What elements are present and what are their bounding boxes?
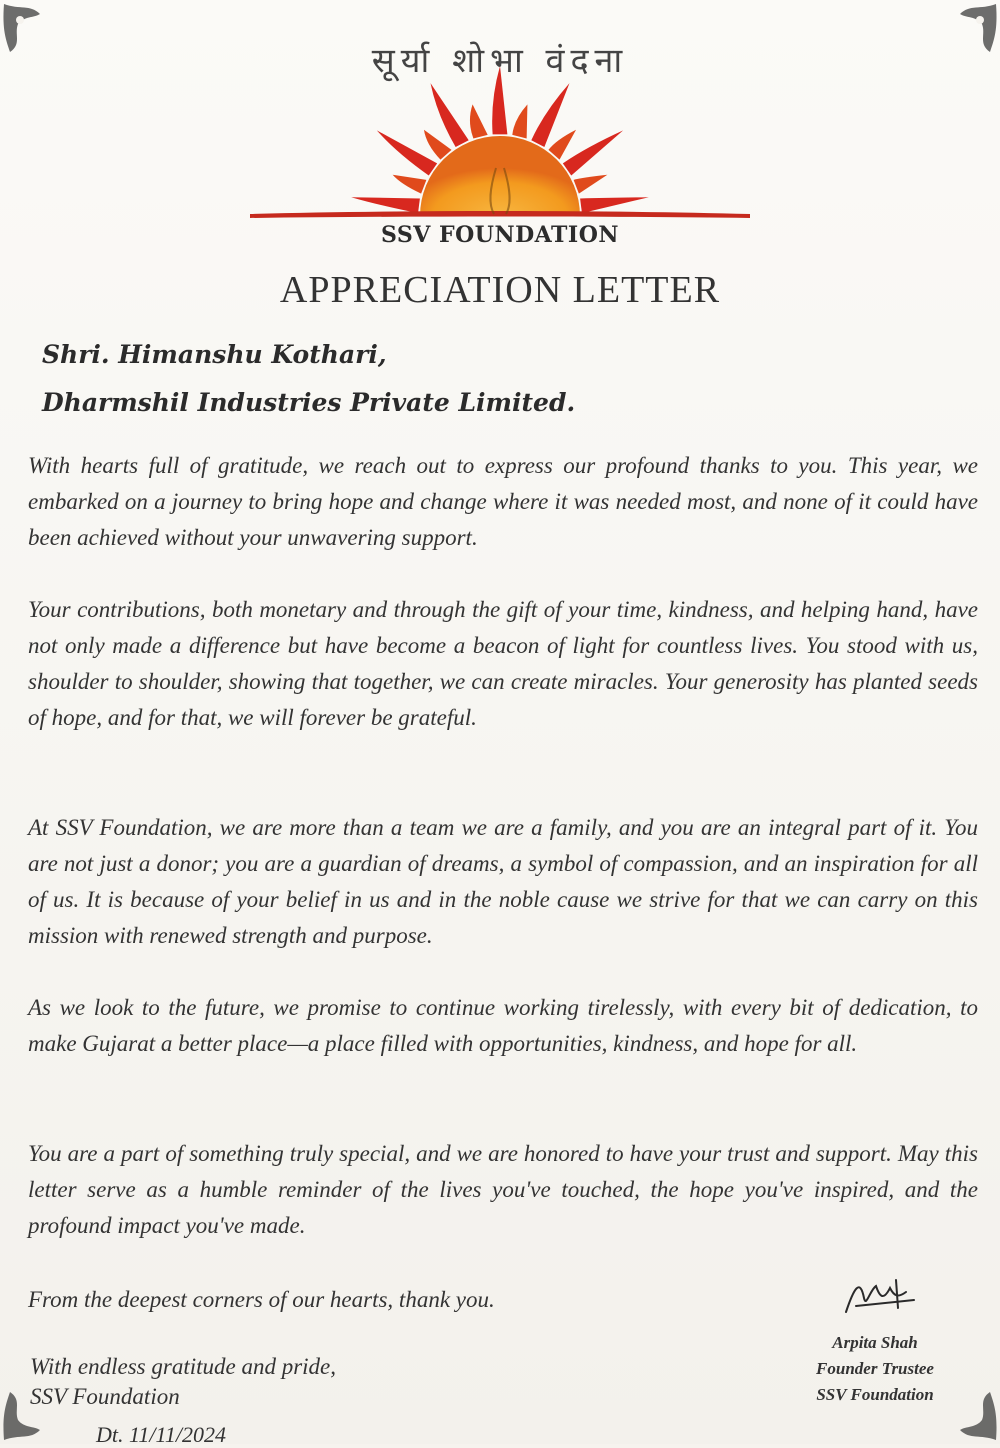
closing-block: [30, 1352, 336, 1412]
letter-date: Dt. 11/11/2024: [96, 1422, 226, 1447]
hindi-tagline: सूर्या शोभा वंदना: [371, 41, 629, 81]
signature-icon: [836, 1268, 926, 1328]
sun-ray: [574, 175, 608, 194]
sun-ray: [548, 130, 576, 160]
signer-org: SSV Foundation: [816, 1385, 934, 1404]
recipient-company: Dharmshil Industries Private Limited.: [42, 388, 576, 417]
closing-org: SSV Foundation: [30, 1384, 180, 1409]
signer-name: Arpita Shah: [832, 1333, 918, 1352]
body-paragraph-6: From the deepest corners of our hearts, thank you.: [28, 1287, 495, 1312]
closing-line: With endless gratitude and pride,: [30, 1354, 337, 1379]
sun-ray: [580, 197, 649, 213]
foundation-name: SSV FOUNDATION: [381, 222, 619, 248]
letter-title: APPRECIATION LETTER: [279, 269, 721, 311]
body-paragraph-1: With hearts full of gratitude, we reach out to express our profound thanks to you. This year, we embarked on a journey to bring hope and change where it was needed most, and none of it could have been achieved without your unwavering support.: [28, 453, 978, 550]
body-paragraph-2: Your contributions, both monetary and through the gift of your time, kindness, and helping hand, have not only made a difference but have become a beacon of light for countless lives. You stood with us, shoulder to shoulder, showing that together, we can create miracles. Your generosity has planted seeds of hope, and for that, we will forever be grateful.: [28, 597, 978, 730]
signer-block: [780, 1330, 970, 1408]
sun-ray: [470, 104, 488, 138]
body-paragraph-3: At SSV Foundation, we are more than a team we are a family, and you are an integral part of it. You are not just a donor; you are a guardian of dreams, a symbol of compassion, and an inspiration for all of us. It is because of your belief in us and in the noble cause we strive for that we can carry on this mission with renewed strength and purpose.: [28, 815, 978, 948]
recipient-name: Shri. Himanshu Kothari,: [42, 340, 387, 369]
sun-ray: [512, 104, 527, 138]
body-paragraph-4: As we look to the future, we promise to continue working tirelessly, with every bit of dedication, to make Gujarat a better place—a place filled with opportunities, kindness, and hope for all.: [28, 995, 978, 1056]
sun-ray: [393, 175, 427, 194]
body-paragraph-5: You are a part of something truly special, and we are honored to have your trust and support. May this letter serve as a humble reminder of the lives you've touched, the hope you've inspired, and the profound impact you've made.: [28, 1141, 978, 1238]
sun-ray: [431, 83, 469, 147]
signer-role: Founder Trustee: [816, 1359, 934, 1378]
sun-ray: [351, 197, 420, 213]
sun-ray: [424, 130, 452, 160]
